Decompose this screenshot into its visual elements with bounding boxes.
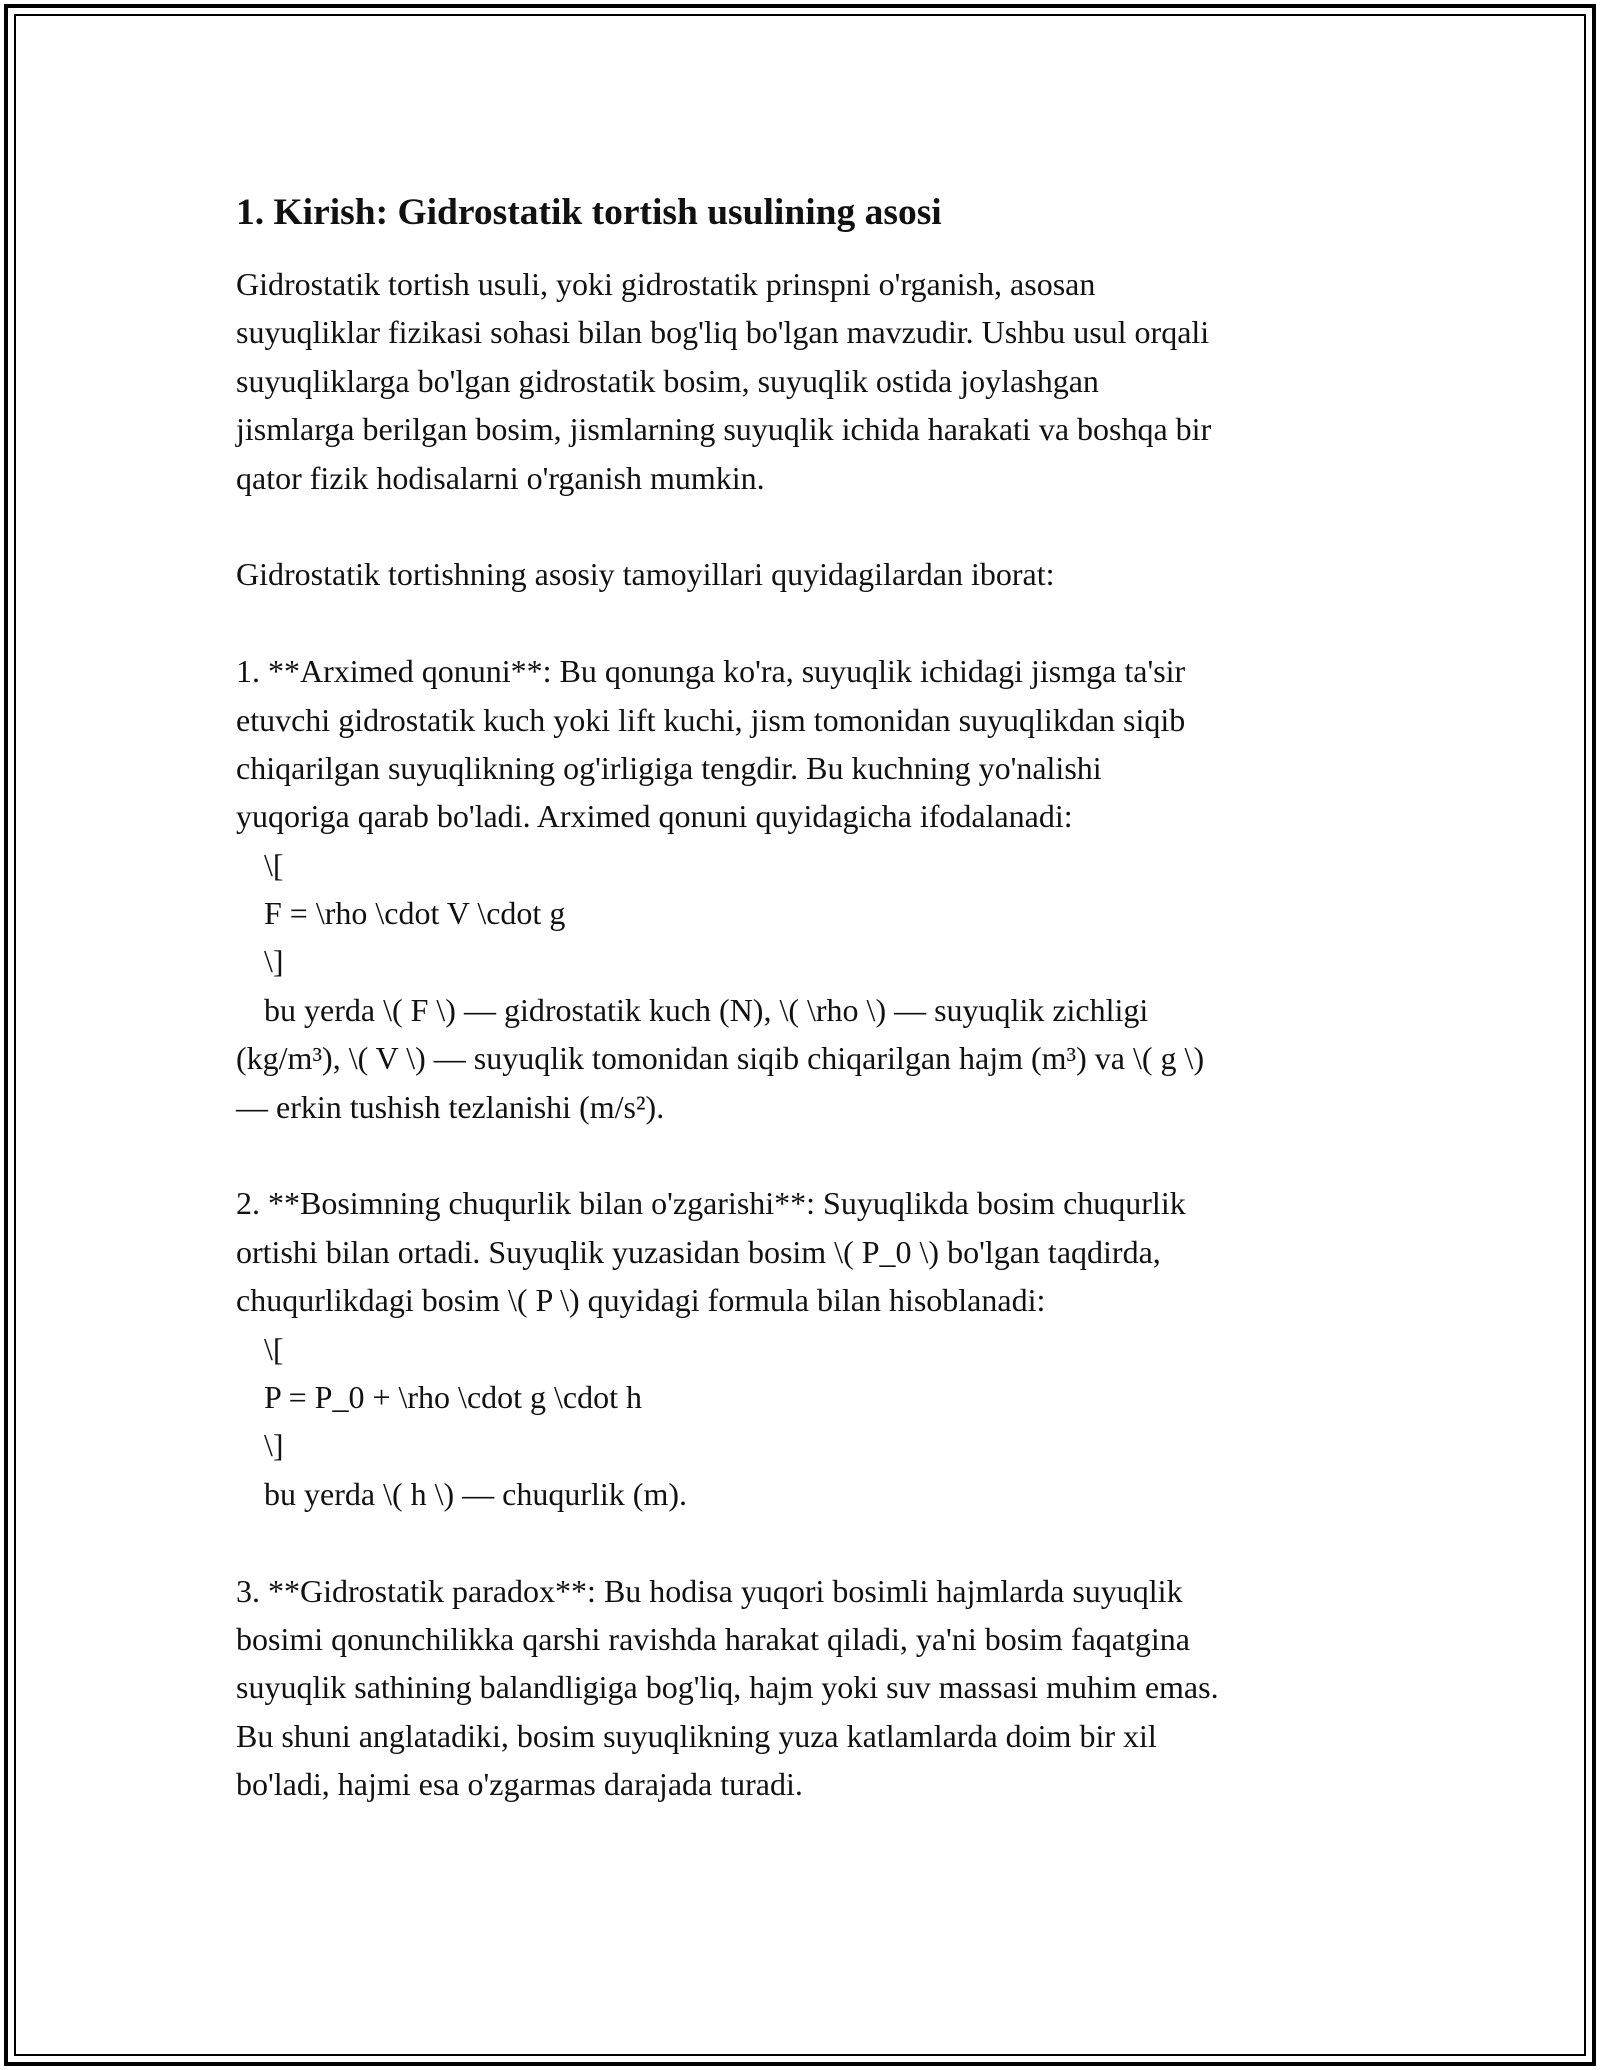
- text-line: suyuqliklar fizikasi sohasi bilan bog'liq bo'lgan mavzudir. Ushbu usul orqali: [236, 314, 1210, 351]
- paragraph-gap: [236, 1131, 1376, 1179]
- formula-close: \]: [264, 1427, 284, 1464]
- document-page: [236, 186, 1376, 1809]
- text-line: jismlarga berilgan bosim, jismlarning suyuqlik ichida harakati va boshqa bir: [236, 411, 1212, 448]
- text-line: bu yerda \( F \) — gidrostatik kuch (N), \( \rho \) — suyuqlik zichligi: [264, 991, 1149, 1028]
- text-line: 2. **Bosimning chuqurlik bilan o'zgarishi**: Suyuqlikda bosim chuqurlik: [236, 1185, 1186, 1222]
- text-line: Gidrostatik tortish usuli, yoki gidrostatik prinspni o'rganish, asosan: [236, 266, 1096, 302]
- paragraph-gap: [236, 599, 1376, 647]
- text-line: suyuqlik sathining balandligiga bog'liq, hajm yoki suv massasi muhim emas.: [236, 1669, 1219, 1706]
- text-line: — erkin tushish tezlanishi (m/s²).: [236, 1088, 665, 1125]
- text-line: etuvchi gidrostatik kuch yoki lift kuchi, jism tomonidan suyuqlikdan siqib: [236, 701, 1186, 738]
- formula-archimedes: F = \rho \cdot V \cdot g: [264, 895, 566, 932]
- text-line: yuqoriga qarab bo'ladi. Arximed qonuni quyidagicha ifodalanadi:: [236, 798, 1073, 835]
- section-title: 1. Kirish: Gidrostatik tortish usulining asosi: [236, 192, 942, 233]
- text-line: Bu shuni anglatadiki, bosim suyuqlikning yuza katlamlarda doim bir xil: [236, 1717, 1157, 1754]
- formula-close: \]: [264, 943, 284, 980]
- text-line: bu yerda \( h \) — chuqurlik (m).: [264, 1475, 687, 1512]
- text-line: bosimi qonunchilikka qarshi ravishda harakat qiladi, ya'ni bosim faqatgina: [236, 1620, 1190, 1657]
- text-line: qator fizik hodisalarni o'rganish mumkin.: [236, 459, 765, 496]
- formula-open: \[: [264, 846, 284, 883]
- text-line: 1. **Arximed qonuni**: Bu qonunga ko'ra, suyuqlik ichidagi jismga ta'sir: [236, 653, 1186, 690]
- formula-pressure: P = P_0 + \rho \cdot g \cdot h: [264, 1378, 643, 1415]
- intro-paragraph: [236, 260, 1376, 1809]
- principles-intro: Gidrostatik tortishning asosiy tamoyillari quyidagilardan iborat:: [236, 556, 1055, 593]
- text-line: chiqarilgan suyuqlikning og'irligiga tengdir. Bu kuchning yo'nalishi: [236, 749, 1102, 786]
- text-line: chuqurlikdagi bosim \( P \) quyidagi formula bilan hisoblanadi:: [236, 1282, 1046, 1319]
- text-line: ortishi bilan ortadi. Suyuqlik yuzasidan bosim \( P_0 \) bo'lgan taqdirda,: [236, 1233, 1161, 1270]
- text-line: suyuqliklarga bo'lgan gidrostatik bosim, suyuqlik ostida joylashgan: [236, 362, 1099, 399]
- paragraph-gap: [236, 502, 1376, 550]
- text-line: (kg/m³), \( V \) — suyuqlik tomonidan siqib chiqarilgan hajm (m³) va \( g \): [236, 1040, 1205, 1077]
- formula-open: \[: [264, 1330, 284, 1367]
- paragraph-gap: [236, 1518, 1376, 1566]
- text-line: bo'ladi, hajmi esa o'zgarmas darajada turadi.: [236, 1766, 803, 1803]
- text-line: 3. **Gidrostatik paradox**: Bu hodisa yuqori bosimli hajmlarda suyuqlik: [236, 1572, 1183, 1609]
